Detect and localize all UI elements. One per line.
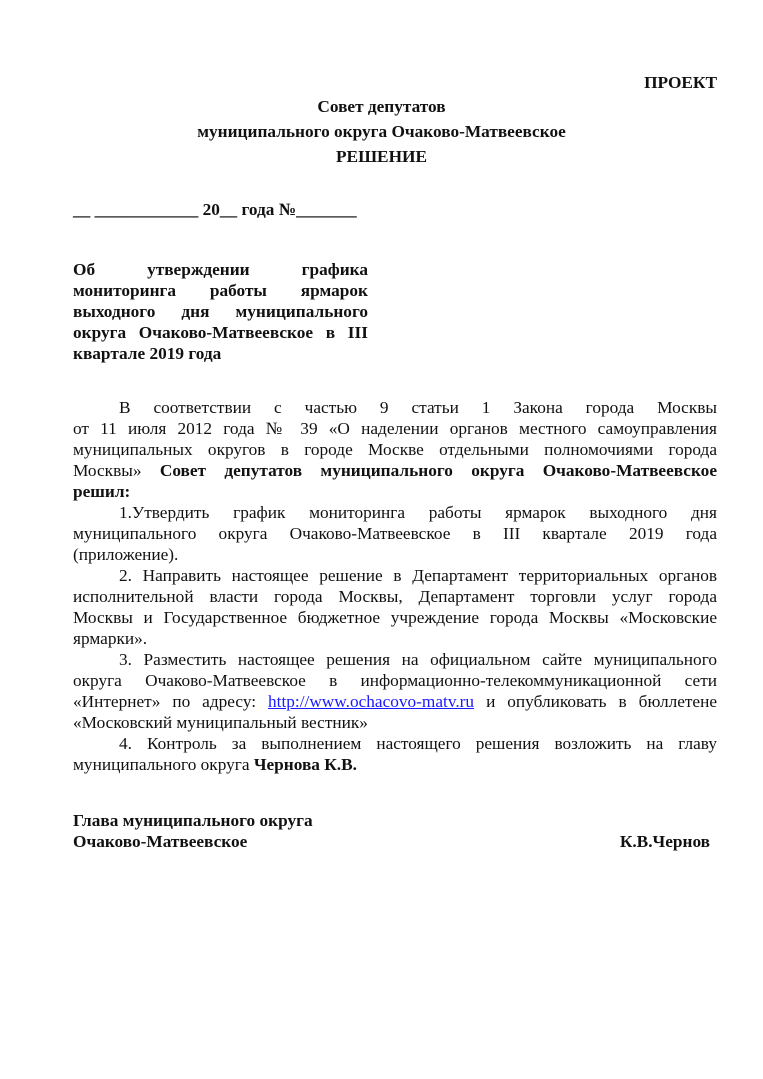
- signature-title: [73, 810, 313, 852]
- item-2-line: ярмарки».: [73, 629, 148, 648]
- item-2-line: Москвы и Государственное бюджетное учреждение города Москвы «Московские: [73, 608, 717, 627]
- council-name: Совет депутатов муниципального округа Очаково-Матвеевское: [159, 461, 717, 480]
- preamble-line: муниципальных округов в городе Москве отдельными полномочиями города: [73, 440, 717, 459]
- org-title: Совет депутатов: [317, 97, 446, 116]
- item-1: 1.Утвердить график мониторинга работы ярмарок выходного дня: [119, 503, 717, 522]
- resolved-label: решил:: [73, 482, 131, 501]
- decision-subject: Об утверждении графика мониторинга работы ярмарок выходного дня муниципального округа Очаково-Матвеевское в III квартале 2019 года: [73, 260, 368, 363]
- item-4-line: [73, 754, 717, 775]
- signature-title-line: Глава муниципального округа: [73, 811, 313, 830]
- item-4-text: муниципального округа: [73, 755, 250, 774]
- document-type: РЕШЕНИЕ: [336, 147, 427, 166]
- signature-title-line: Очаково-Матвеевское: [73, 832, 248, 851]
- item-3-line: [73, 691, 717, 712]
- item-1-line: муниципального округа Очаково-Матвеевское в III квартале 2019 года: [73, 524, 717, 543]
- item-1-line: (приложение).: [73, 545, 179, 564]
- draft-label: ПРОЕКТ: [644, 73, 717, 92]
- head-name: Чернова К.В.: [253, 755, 357, 774]
- preamble: [73, 397, 717, 775]
- org-subtitle: муниципального округа Очаково-Матвеевское: [197, 122, 566, 141]
- item-2-line: исполнительной власти города Москвы, Департамент торговли услуг города: [73, 587, 717, 606]
- website-link[interactable]: http://www.ochacovo-matv.ru: [268, 692, 475, 711]
- preamble-text: Москвы»: [73, 461, 142, 480]
- signature-name: К.В.Чернов: [619, 832, 710, 851]
- date-number-line: __ ____________ 20__ года №_______: [73, 200, 357, 219]
- item-3-text: «Интернет» по адресу:: [73, 692, 257, 711]
- item-3-line: «Московский муниципальный вестник»: [73, 713, 368, 732]
- preamble-line: от 11 июля 2012 года № 39 «О наделении органов местного самоуправления: [73, 419, 717, 438]
- item-2: 2. Направить настоящее решение в Департамент территориальных органов: [119, 566, 717, 585]
- item-3-line: округа Очаково-Матвеевское в информационно-телекоммуникационной сети: [73, 671, 717, 690]
- item-3-text: и опубликовать в бюллетене: [486, 692, 718, 711]
- preamble-line: [73, 460, 717, 481]
- preamble-line: В соответствии с частью 9 статьи 1 Закона города Москвы: [119, 398, 717, 417]
- item-4: 4. Контроль за выполнением настоящего решения возложить на главу: [119, 734, 717, 753]
- item-3: 3. Разместить настоящее решения на официальном сайте муниципального: [119, 650, 717, 669]
